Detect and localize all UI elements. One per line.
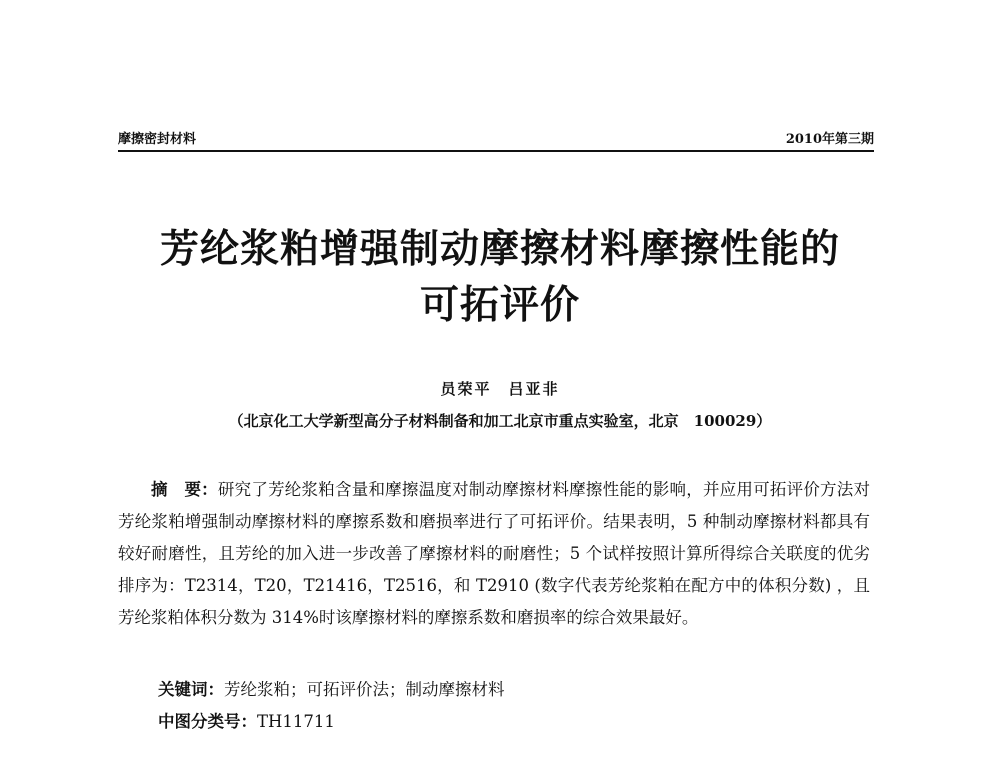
classification-number — [158, 708, 878, 736]
classification-text: TH11711 — [257, 712, 335, 731]
paper-title — [100, 222, 900, 334]
abstract-label: 摘 要： — [151, 480, 218, 499]
authors: 员荣平 吕亚非 — [440, 380, 560, 398]
title-line-2: 可拓评价 — [419, 283, 580, 328]
keywords-label: 关键词： — [158, 680, 224, 699]
abstract-text: 研究了芳纶浆粕含量和摩擦温度对制动摩擦材料摩擦性能的影响，并应用可拓评价方法对芳纶浆粕增强制动摩擦材料的摩擦系数和磨损率进行了可拓评价。结果表明，5 种制动摩擦材料都具有较好耐磨性，且芳纶的加入进一步改善了摩擦材料的耐磨性；5 个试样按照计算所得综合关联度的优劣排序为：T2314，T20，T21416，T2516，和 T2910 (数字代表芳纶浆粕在配方中的体积分数) ，且芳纶浆粕体积分数为 314%时该摩擦材料的摩擦系数和磨损率的综合效果最好。 — [118, 480, 871, 627]
issue-number: 2010年第三期 — [785, 132, 874, 147]
running-header — [118, 132, 874, 152]
keywords-text: 芳纶浆粕；可拓评价法；制动摩擦材料 — [224, 680, 505, 699]
classification-label: 中图分类号： — [158, 712, 257, 731]
journal-name: 摩擦密封材料 — [118, 132, 197, 147]
affiliation: （北京化工大学新型高分子材料制备和加工北京市重点实验室，北京 100029） — [228, 412, 772, 430]
abstract — [118, 474, 870, 634]
keywords — [158, 676, 878, 704]
title-line-1: 芳纶浆粕增强制动摩擦材料摩擦性能的 — [159, 227, 840, 272]
